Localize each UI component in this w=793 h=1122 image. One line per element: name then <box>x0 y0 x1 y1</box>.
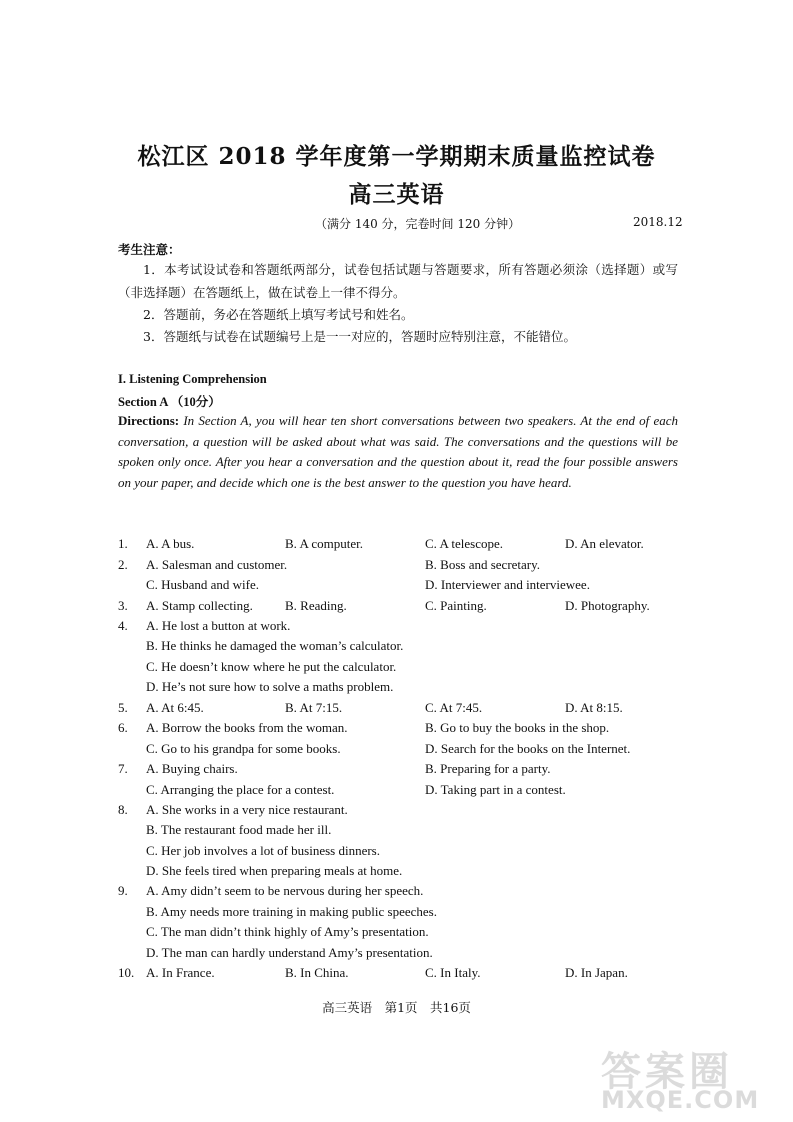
directions <box>118 411 678 493</box>
option-a: A. Amy didn’t seem to be nervous during her speech. <box>146 883 424 898</box>
question-row-continued <box>118 739 698 759</box>
watermark-chars: 答案圈 <box>601 1049 733 1095</box>
question-row-continued <box>118 575 698 595</box>
question-number: 7. <box>118 761 128 776</box>
option-d: D. Interviewer and interviewee. <box>425 577 590 592</box>
notice-heading: 考生注意： <box>118 242 181 257</box>
option-b: B. The restaurant food made her ill. <box>146 822 332 837</box>
question-row <box>118 718 698 738</box>
option-b: B. Reading. <box>285 598 347 613</box>
question-row-continued <box>118 780 698 800</box>
question-row-continued <box>118 657 698 677</box>
option-a: A. At 6:45. <box>146 700 204 715</box>
question-row-continued <box>118 841 698 861</box>
notice-item: 1．本考试设试卷和答题纸两部分，试卷包括试题与答题要求，所有答题必须涂（选择题）或写（非选择题）在答题纸上，做在试卷上一律不得分。 <box>118 262 678 300</box>
option-b: B. A computer. <box>285 536 363 551</box>
directions-label: Directions: <box>118 413 180 428</box>
exam-title: 松江区 2018 学年度第一学期期末质量监控试卷 <box>137 143 656 170</box>
directions-text: In Section A, you will hear ten short conversations between two speakers. At the end of each conversation, a question will be asked about what was said. The conversations and the questions will be spoken only once. After you hear a conversation and the question about it, read the four possible answers on your paper, and decide which one is the best answer to the question you have heard. <box>118 413 678 490</box>
notice-item: 3．答题纸与试卷在试题编号上是一一对应的，答题时应特别注意，不能错位。 <box>143 329 576 344</box>
page-footer: 高三英语 第1页 共16页 <box>322 1000 471 1015</box>
option-c: C. The man didn’t think highly of Amy’s presentation. <box>146 924 429 939</box>
option-c: C. Arranging the place for a contest. <box>146 782 335 797</box>
watermark-url: MXQE.COM <box>601 1086 760 1114</box>
option-c: C. At 7:45. <box>425 700 483 715</box>
option-c: C. Painting. <box>425 598 487 613</box>
question-number: 5. <box>118 700 128 715</box>
question-row <box>118 534 698 554</box>
option-a: A. Stamp collecting. <box>146 598 253 613</box>
exam-date: 2018.12 <box>633 215 683 229</box>
question-row <box>118 800 698 820</box>
part-title: I. Listening Comprehension <box>118 372 267 386</box>
option-c: C. In Italy. <box>425 965 481 980</box>
option-a: A. Borrow the books from the woman. <box>146 720 348 735</box>
option-b: B. Boss and secretary. <box>425 557 541 572</box>
question-row-continued <box>118 820 698 840</box>
question-number: 2. <box>118 557 128 572</box>
option-b: B. At 7:15. <box>285 700 343 715</box>
score-time-note: （满分 140 分，完卷时间 120 分钟） <box>315 217 521 231</box>
question-row <box>118 616 698 636</box>
option-c: C. Go to his grandpa for some books. <box>146 741 341 756</box>
question-row-continued <box>118 636 698 656</box>
notice-item: 2．答题前，务必在答题纸上填写考试号和姓名。 <box>143 307 414 322</box>
question-number: 10. <box>118 965 135 980</box>
question-row-continued <box>118 861 698 881</box>
option-d: D. Search for the books on the Internet. <box>425 741 631 756</box>
option-c: C. He doesn’t know where he put the calculator. <box>146 659 397 674</box>
option-a: A. She works in a very nice restaurant. <box>146 802 348 817</box>
question-row <box>118 759 698 779</box>
option-a: A. Buying chairs. <box>146 761 238 776</box>
option-d: D. An elevator. <box>565 536 644 551</box>
question-row <box>118 963 698 983</box>
option-d: D. Photography. <box>565 598 650 613</box>
option-a: A. He lost a button at work. <box>146 618 291 633</box>
question-number: 4. <box>118 618 128 633</box>
option-d: D. Taking part in a contest. <box>425 782 566 797</box>
option-c: C. A telescope. <box>425 536 503 551</box>
exam-subtitle: 高三英语 <box>348 181 445 208</box>
question-row-continued <box>118 922 698 942</box>
option-d: D. She feels tired when preparing meals at home. <box>146 863 403 878</box>
option-a: A. In France. <box>146 965 215 980</box>
question-row <box>118 555 698 575</box>
option-d: D. He’s not sure how to solve a maths problem. <box>146 679 394 694</box>
option-d: D. At 8:15. <box>565 700 623 715</box>
option-a: A. Salesman and customer. <box>146 557 288 572</box>
option-c: C. Her job involves a lot of business dinners. <box>146 843 380 858</box>
question-row <box>118 698 698 718</box>
question-number: 1. <box>118 536 128 551</box>
question-number: 3. <box>118 598 128 613</box>
question-number: 9. <box>118 883 128 898</box>
option-b: B. He thinks he damaged the woman’s calculator. <box>146 638 404 653</box>
option-d: D. The man can hardly understand Amy’s presentation. <box>146 945 433 960</box>
question-row <box>118 881 698 901</box>
question-row-continued <box>118 902 698 922</box>
option-c: C. Husband and wife. <box>146 577 260 592</box>
option-b: B. Preparing for a party. <box>425 761 551 776</box>
question-row-continued <box>118 677 698 697</box>
option-b: B. Amy needs more training in making public speeches. <box>146 904 437 919</box>
option-b: B. In China. <box>285 965 349 980</box>
option-a: A. A bus. <box>146 536 195 551</box>
question-number: 6. <box>118 720 128 735</box>
section-title: Section A （10分） <box>118 395 221 409</box>
option-b: B. Go to buy the books in the shop. <box>425 720 610 735</box>
option-d: D. In Japan. <box>565 965 628 980</box>
question-number: 8. <box>118 802 128 817</box>
watermark-logo <box>601 1040 771 1115</box>
question-row-continued <box>118 943 698 963</box>
question-row <box>118 596 698 616</box>
